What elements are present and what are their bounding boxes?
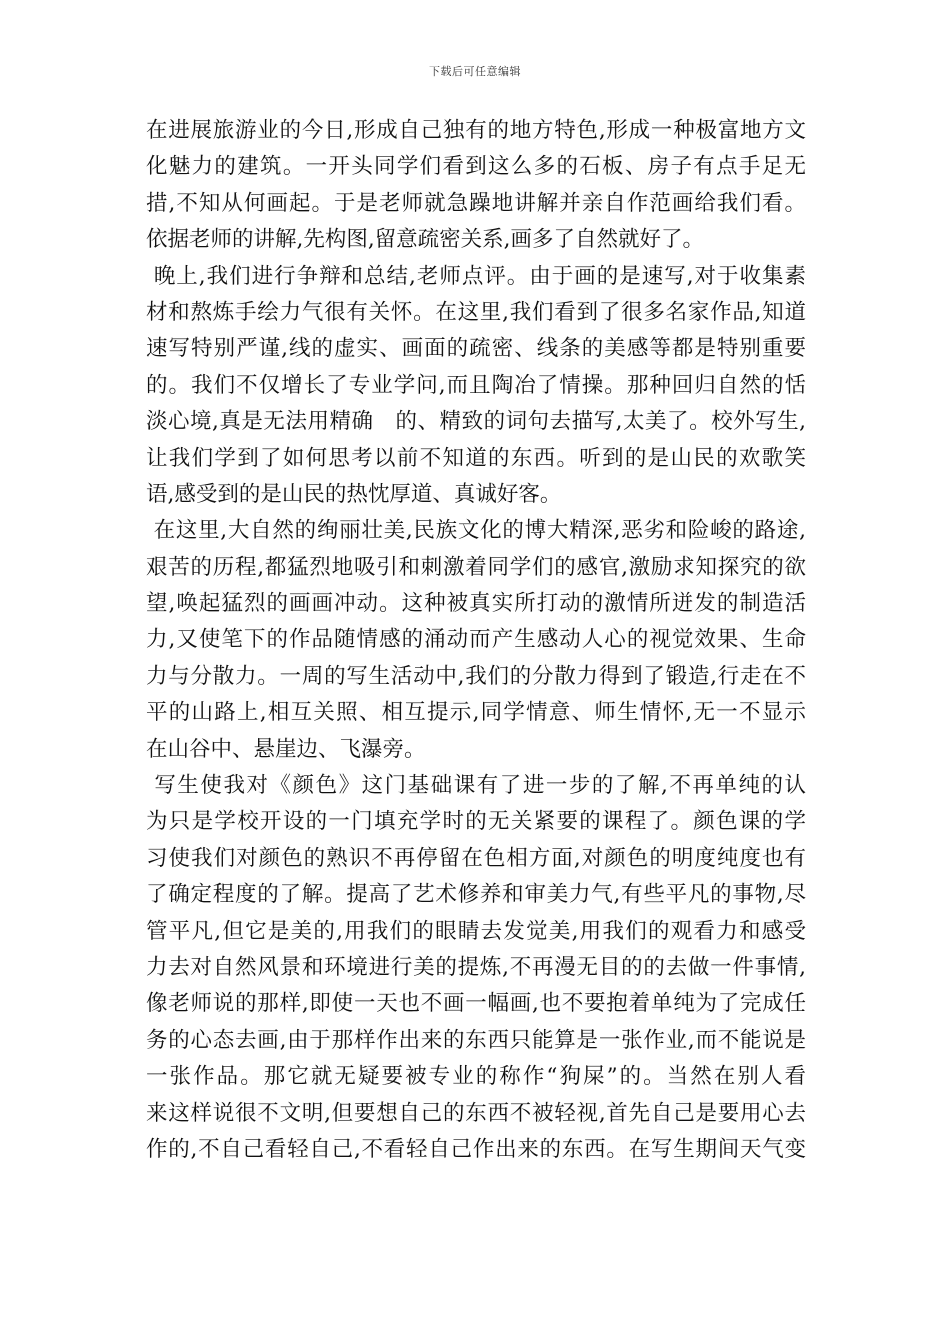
text-line: 管平凡,但它是美的,用我们的眼睛去发觉美,用我们的观看力和感受 xyxy=(146,918,806,944)
text-line: 在这里,大自然的绚丽壮美,民族文化的博大精深,恶劣和险峻的路途, xyxy=(146,518,806,544)
text-line: 写生使我对《颜色》这门基础课有了进一步的了解,不再单纯的认 xyxy=(146,773,806,799)
text-line: 晚上,我们进行争辩和总结,老师点评。由于画的是速写,对于收集素 xyxy=(146,263,806,289)
text-line: 为只是学校开设的一门填充学时的无关紧要的课程了。颜色课的学 xyxy=(146,809,806,835)
text-line: 力,又使笔下的作品随情感的涌动而产生感动人心的视觉效果、生命 xyxy=(146,627,806,653)
text-line: 作的,不自己看轻自己,不看轻自己作出来的东西。在写生期间天气变 xyxy=(146,1136,806,1162)
text-line: 在进展旅游业的今日,形成自己独有的地方特色,形成一种极富地方文 xyxy=(146,118,806,143)
text-line: 依据老师的讲解,先构图,留意疏密关系,画多了自然就好了。 xyxy=(146,227,705,253)
text-line: 材和熬炼手绘力气很有关怀。在这里,我们看到了很多名家作品,知道 xyxy=(146,299,806,325)
text-line: 一张作品。那它就无疑要被专业的称作“狗屎”的。当然在别人看 xyxy=(146,1064,806,1090)
text-line: 措,不知从何画起。于是老师就急躁地讲解并亲自作范画给我们看。 xyxy=(146,190,806,216)
text-line: 让我们学到了如何思考以前不知道的东西。听到的是山民的欢歌笑 xyxy=(146,445,806,471)
text-line: 力去对自然风景和环境进行美的提炼,不再漫无目的的去做一件事情, xyxy=(146,954,806,980)
text-line: 淡心境,真是无法用精确 的、精致的词句去描写,太美了。校外写生, xyxy=(146,409,806,435)
text-line: 语,感受到的是山民的热忱厚道、真诚好客。 xyxy=(146,481,562,507)
body-text xyxy=(146,113,806,1168)
text-line: 力与分散力。一周的写生活动中,我们的分散力得到了锻造,行走在不 xyxy=(146,663,806,689)
text-line: 习使我们对颜色的熟识不再停留在色相方面,对颜色的明度纯度也有 xyxy=(146,845,806,871)
text-line: 艰苦的历程,都猛烈地吸引和刺激着同学们的感官,激励求知探究的欲 xyxy=(146,554,806,580)
page-header: 下载后可任意编辑 xyxy=(429,65,521,78)
text-line: 像老师说的那样,即使一天也不画一幅画,也不要抱着单纯为了完成任 xyxy=(146,991,806,1017)
text-line: 了确定程度的了解。提高了艺术修养和审美力气,有些平凡的事物,尽 xyxy=(146,882,806,908)
text-line: 望,唤起猛烈的画画冲动。这种被真实所打动的激情所迸发的制造活 xyxy=(146,591,806,617)
text-line: 平的山路上,相互关照、相互提示,同学情意、师生情怀,无一不显示 xyxy=(146,700,806,726)
text-line: 速写特别严谨,线的虚实、画面的疏密、线条的美感等都是特别重要 xyxy=(146,336,806,362)
text-line: 在山谷中、悬崖边、飞瀑旁。 xyxy=(146,736,426,762)
text-line: 来这样说很不文明,但要想自己的东西不被轻视,首先自己是要用心去 xyxy=(146,1100,806,1126)
text-line: 的。我们不仅增长了专业学问,而且陶冶了情操。那种回归自然的恬 xyxy=(146,372,806,398)
text-line: 务的心态去画,由于那样作出来的东西只能算是一张作业,而不能说是 xyxy=(146,1027,806,1053)
text-line: 化魅力的建筑。一开头同学们看到这么多的石板、房子有点手足无 xyxy=(146,154,806,180)
